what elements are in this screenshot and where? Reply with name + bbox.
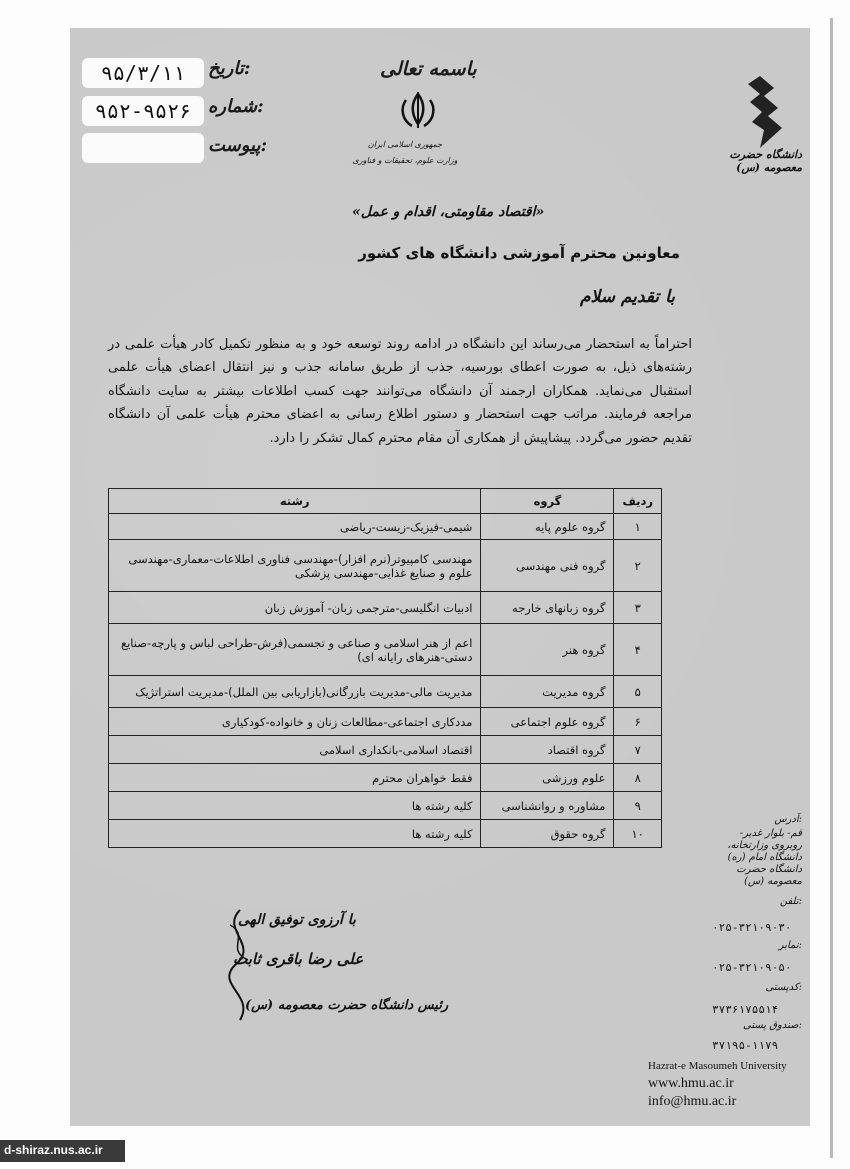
motto: «اقتصاد مقاومتی، اقدام و عمل»	[352, 204, 545, 220]
row-field: شیمی-فیزیک-زیست-ریاضی	[109, 514, 481, 540]
email-link[interactable]: info@hmu.ac.ir	[648, 1094, 737, 1109]
letter-body: احتراماً به استحضار می‌رساند این دانشگاه در ادامه روند توسعه خود و به منظور تکمیل کادر هیأت علمی در رشته‌های ذیل، به صورت اعطای بورسیه، جذب از طریق سامانه جذب و نیز انتقال اعضای هیأت علمی استقبال می‌نماید. همکاران ارجمند آن دانشگاه می‌توانند جهت کسب اطلاعات بیشتر به سایت دانشگاه مراجعه فرمایند. مراتب جهت استحضار و دستور اطلاع رسانی به اعضای محترم هیأت علمی آن دانشگاه تقدیم حضور می‌گردد. پیشاپیش از همکاری آن مقام محترم کمال تشکر را دارد.	[108, 337, 692, 446]
phone-value: ۰۲۵-۳۲۱۰۹۰۳۰	[712, 921, 792, 934]
table-row	[109, 820, 662, 848]
table-header-row	[109, 489, 662, 514]
signatory-title: رئیس دانشگاه حضرت معصومه (س)	[245, 998, 449, 1013]
row-number: ۱	[614, 514, 662, 540]
row-field: اعم از هنر اسلامی و صناعی و تجسمی(فرش-طراحی لباس و پارچه-صنایع دستی-هنرهای رایانه ای)	[109, 624, 481, 676]
attachment-label: پیوست:	[208, 135, 268, 156]
table-row	[109, 676, 662, 708]
row-group: علوم ورزشی	[481, 764, 614, 792]
table-row	[109, 624, 662, 676]
table-row	[109, 540, 662, 592]
row-field: کلیه رشته ها	[109, 792, 481, 820]
po-box-label: صندوق پستی:	[743, 1020, 802, 1031]
header-row-number: ردیف	[614, 489, 662, 514]
row-group: گروه هنر	[481, 624, 614, 676]
signature-closing: با آرزوی توفیق الهی	[238, 912, 356, 928]
table-row	[109, 736, 662, 764]
row-field: مددکاری اجتماعی-مطالعات زنان و خانواده-کودکیاری	[109, 708, 481, 736]
row-group: گروه زبانهای خارجه	[481, 592, 614, 624]
date-value: ۹۵/۳/۱۱	[82, 58, 204, 88]
row-group: گروه مدیریت	[481, 676, 614, 708]
row-number: ۴	[614, 624, 662, 676]
phone-label: تلفن:	[779, 896, 802, 907]
row-number: ۱۰	[614, 820, 662, 848]
letter-number-value: ۹۵۲-۹۵۲۶	[82, 96, 204, 126]
row-group: گروه حقوق	[481, 820, 614, 848]
basmeh-heading: باسمه تعالی	[380, 58, 477, 80]
address-label: آدرس:	[774, 814, 802, 825]
header-field: رشته	[109, 489, 481, 514]
number-label: شماره:	[208, 96, 264, 117]
row-number: ۵	[614, 676, 662, 708]
row-field: مدیریت مالی-مدیریت بازرگانی(بازاریابی بین الملل)-مدیریت استراتژیک	[109, 676, 481, 708]
table-row	[109, 764, 662, 792]
date-label: تاریخ:	[208, 58, 251, 79]
row-number: ۷	[614, 736, 662, 764]
watermark-text: d-shiraz.nus.ac.ir	[4, 1143, 103, 1157]
university-name-en: Hazrat-e Masoumeh University	[648, 1060, 787, 1072]
university-logo-icon	[730, 72, 790, 152]
postal-code-value: ۳۷۳۶۱۷۵۵۱۴	[712, 1003, 779, 1016]
row-group: گروه فنی مهندسی	[481, 540, 614, 592]
row-field: اقتصاد اسلامی-بانکداری اسلامی	[109, 736, 481, 764]
university-logo-text: دانشگاه حضرت معصومه (س)	[729, 148, 802, 174]
row-number: ۹	[614, 792, 662, 820]
fax-value: ۰۲۵-۳۲۱۰۹۰۵۰	[712, 961, 792, 974]
row-group: گروه اقتصاد	[481, 736, 614, 764]
emblem-caption-country: جمهوری اسلامی ایران	[367, 140, 443, 149]
row-group: گروه علوم اجتماعی	[481, 708, 614, 736]
postal-code-label: کدپستی:	[765, 982, 802, 993]
row-field: ادبیات انگلیسی-مترجمی زبان- آموزش زبان	[109, 592, 481, 624]
row-number: ۲	[614, 540, 662, 592]
row-field: فقط خواهران محترم	[109, 764, 481, 792]
table-row	[109, 514, 662, 540]
attachment-value	[82, 133, 204, 163]
website-link[interactable]: www.hmu.ac.ir	[648, 1076, 734, 1091]
table-row	[109, 708, 662, 736]
emblem-caption-ministry: وزارت علوم، تحقیقات و فناوری	[352, 156, 458, 165]
table-row	[109, 792, 662, 820]
row-number: ۶	[614, 708, 662, 736]
row-field: کلیه رشته ها	[109, 820, 481, 848]
fax-label: نمابر:	[778, 940, 802, 951]
row-number: ۸	[614, 764, 662, 792]
row-field: مهندسی کامپیوتر(نرم افزار)-مهندسی فناوری اطلاعات-معماری-مهندسی علوم و صنایع غذایی-مهندسی پزشکی	[109, 540, 481, 592]
iran-emblem-icon	[392, 90, 444, 132]
row-group: مشاوره و روانشناسی	[481, 792, 614, 820]
table-row	[109, 592, 662, 624]
po-box-value: ۳۷۱۹۵-۱۱۷۹	[712, 1039, 779, 1052]
scan-edge	[830, 18, 833, 1158]
recipient: معاونین محترم آموزشی دانشگاه های کشور	[358, 244, 680, 262]
address-text: قم- بلوار غدیر- روبروی وزارتخانه، دانشگاه امام (ره) دانشگاه حضرت معصومه (س)	[727, 828, 802, 887]
greeting: با تقدیم سلام	[580, 287, 675, 307]
row-number: ۳	[614, 592, 662, 624]
header-group: گروه	[481, 489, 614, 514]
row-group: گروه علوم پایه	[481, 514, 614, 540]
signatory-name: علی رضا باقری ثابت	[233, 950, 364, 968]
recruitment-table	[108, 488, 662, 848]
